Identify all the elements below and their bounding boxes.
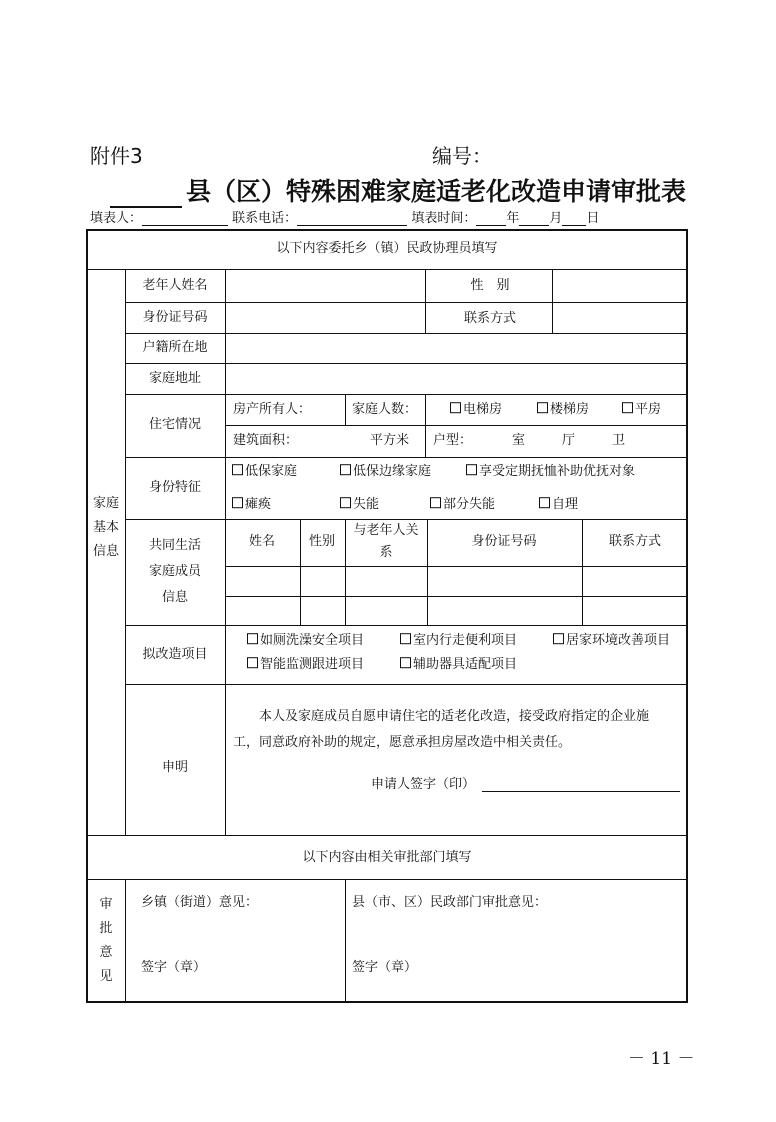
identity-option-pension[interactable] xyxy=(466,464,635,480)
rule xyxy=(425,394,426,457)
option-text: 自理 xyxy=(552,497,579,513)
option-text: 居家环境改善项目 xyxy=(566,633,671,649)
checkbox-icon xyxy=(340,464,351,475)
option-text: 平房 xyxy=(635,402,662,418)
members-label-line: 共同生活 xyxy=(148,538,202,553)
fill-time-label: 填表时间： xyxy=(411,211,477,226)
county-sign-label: 签字（章） xyxy=(352,960,418,976)
renovation-option-aids[interactable] xyxy=(400,657,517,673)
housing-label: 住宅情况 xyxy=(148,417,202,433)
contact-label: 联系方式 xyxy=(463,311,517,327)
gender-label: 性 别 xyxy=(470,278,510,294)
bungalow-option[interactable] xyxy=(622,402,661,418)
approval-label-line: 审 xyxy=(99,897,113,912)
section1-heading: 以下内容委托乡（镇）民政协理员填写 xyxy=(276,241,498,257)
phone-label: 联系电话： xyxy=(232,211,298,226)
page-number: － 11 － xyxy=(628,1049,695,1069)
col-contact: 联系方式 xyxy=(608,534,662,550)
approval-label-line: 意 xyxy=(99,945,113,960)
option-text: 电梯房 xyxy=(463,402,503,418)
day-label: 日 xyxy=(586,211,600,226)
rule xyxy=(425,269,426,333)
checkbox-icon xyxy=(539,497,550,508)
family-info-group-label xyxy=(91,492,121,564)
phone-blank[interactable] xyxy=(297,213,407,226)
identity-option-paralysis[interactable] xyxy=(232,497,271,513)
members-label xyxy=(149,533,201,611)
approval-label-line: 见 xyxy=(99,969,113,984)
rule xyxy=(86,269,688,270)
renovation-option-toilet[interactable] xyxy=(247,633,364,649)
group-label-line: 信息 xyxy=(92,544,119,559)
rule xyxy=(225,566,688,567)
identity-option-self-care[interactable] xyxy=(539,497,578,513)
col-name: 姓名 xyxy=(248,534,276,550)
rule xyxy=(86,835,688,836)
serial-number-label: 编号： xyxy=(432,144,492,168)
rule xyxy=(86,879,688,880)
col-gender: 性别 xyxy=(308,534,336,550)
township-sign-label: 签字（章） xyxy=(141,960,207,976)
section2-heading: 以下内容由相关审批部门填写 xyxy=(302,850,472,866)
identity-label: 身份特征 xyxy=(148,480,202,496)
option-text: 辅助器具适配项目 xyxy=(413,657,518,673)
hukou-label: 户籍所在地 xyxy=(142,340,208,356)
checkbox-icon xyxy=(247,633,258,644)
rule xyxy=(125,363,688,364)
rule xyxy=(225,425,688,426)
month-label: 月 xyxy=(549,211,563,226)
option-text: 部分失能 xyxy=(443,497,496,513)
applicant-signature-line[interactable] xyxy=(482,791,680,792)
month-blank[interactable] xyxy=(519,213,549,226)
option-text: 楼梯房 xyxy=(550,402,590,418)
page-title xyxy=(110,172,686,208)
checkbox-icon xyxy=(553,633,564,644)
rule xyxy=(125,457,688,458)
members-label-line: 家庭成员 xyxy=(148,564,202,579)
sqm-label: 平方米 xyxy=(370,433,410,449)
rule xyxy=(125,333,688,334)
option-text: 智能监测跟进项目 xyxy=(260,657,365,673)
bath-label: 卫 xyxy=(612,433,626,449)
layout-label: 户型： xyxy=(433,433,473,449)
checkbox-icon xyxy=(247,657,258,668)
stair-option[interactable] xyxy=(537,402,589,418)
household-size-label: 家庭人数： xyxy=(352,402,418,418)
checkbox-icon xyxy=(450,402,461,413)
id-number-label: 身份证号码 xyxy=(142,310,208,326)
filler-blank[interactable] xyxy=(142,213,228,226)
county-blank[interactable] xyxy=(110,184,182,208)
option-text: 低保家庭 xyxy=(245,464,298,480)
checkbox-icon xyxy=(232,497,243,508)
checkbox-icon xyxy=(430,497,441,508)
township-opinion-label: 乡镇（街道）意见： xyxy=(141,895,259,911)
checkbox-icon xyxy=(537,402,548,413)
checkbox-icon xyxy=(232,464,243,475)
checkbox-icon xyxy=(466,464,477,475)
members-label-line: 信息 xyxy=(161,590,189,605)
col-relation: 与老年人关系 xyxy=(353,523,419,560)
rule xyxy=(125,269,126,835)
col-id-number: 身份证号码 xyxy=(471,534,537,550)
elevator-option[interactable] xyxy=(450,402,502,418)
declaration-line1: 本人及家庭成员自愿申请住宅的适老化改造，接受政府指定的企业施 xyxy=(259,709,650,725)
identity-option-dibao-edge[interactable] xyxy=(340,464,431,480)
room-label: 室 xyxy=(512,433,526,449)
rule xyxy=(345,879,346,1003)
identity-option-dibao[interactable] xyxy=(232,464,297,480)
rule xyxy=(552,269,553,333)
rule xyxy=(225,596,688,597)
owner-label: 房产所有人： xyxy=(233,402,312,418)
option-text: 失能 xyxy=(353,497,380,513)
rule xyxy=(125,684,688,685)
renovation-label: 拟改造项目 xyxy=(142,647,208,663)
rule xyxy=(427,519,428,625)
elder-name-label: 老年人姓名 xyxy=(142,278,208,294)
day-blank[interactable] xyxy=(562,213,586,226)
county-opinion-label: 县（市、区）民政部门审批意见： xyxy=(352,895,548,911)
group-label-line: 家庭 xyxy=(92,496,119,511)
declaration-line2: 工，同意政府补助的规定，愿意承担房屋改造中相关责任。 xyxy=(233,735,572,751)
applicant-signature-label: 申请人签字（印） xyxy=(371,777,476,793)
rule xyxy=(582,519,583,625)
rule xyxy=(125,625,688,626)
area-label: 建筑面积： xyxy=(233,433,299,449)
title-text: 县（区）特殊困难家庭适老化改造申请审批表 xyxy=(186,177,687,206)
attachment-label: 附件3 xyxy=(90,144,143,168)
rule xyxy=(125,302,688,303)
rule xyxy=(300,519,301,625)
option-text: 瘫痪 xyxy=(245,497,272,513)
checkbox-icon xyxy=(340,497,351,508)
year-label: 年 xyxy=(506,211,520,226)
renovation-option-walking[interactable] xyxy=(400,633,517,649)
filler-info-row xyxy=(90,207,599,226)
checkbox-icon xyxy=(400,633,411,644)
option-text: 享受定期抚恤补助优抚对象 xyxy=(479,464,636,480)
filler-label: 填表人： xyxy=(90,211,143,226)
approval-label-line: 批 xyxy=(99,921,113,936)
rule xyxy=(125,879,126,1003)
renovation-option-environment[interactable] xyxy=(553,633,670,649)
address-label: 家庭地址 xyxy=(148,371,202,387)
option-text: 室内行走便利项目 xyxy=(413,633,518,649)
identity-option-disabled[interactable] xyxy=(340,497,379,513)
rule xyxy=(225,269,226,835)
option-text: 低保边缘家庭 xyxy=(353,464,432,480)
rule xyxy=(125,394,688,395)
declaration-label: 申明 xyxy=(161,760,189,776)
checkbox-icon xyxy=(622,402,633,413)
renovation-option-monitoring[interactable] xyxy=(247,657,364,673)
year-blank[interactable] xyxy=(476,213,506,226)
checkbox-icon xyxy=(400,657,411,668)
hall-label: 厅 xyxy=(562,433,576,449)
identity-option-partial[interactable] xyxy=(430,497,495,513)
group-label-line: 基本 xyxy=(92,520,119,535)
rule xyxy=(345,519,346,625)
rule xyxy=(345,394,346,425)
approval-group-label xyxy=(99,893,112,989)
option-text: 如厕洗澡安全项目 xyxy=(260,633,365,649)
